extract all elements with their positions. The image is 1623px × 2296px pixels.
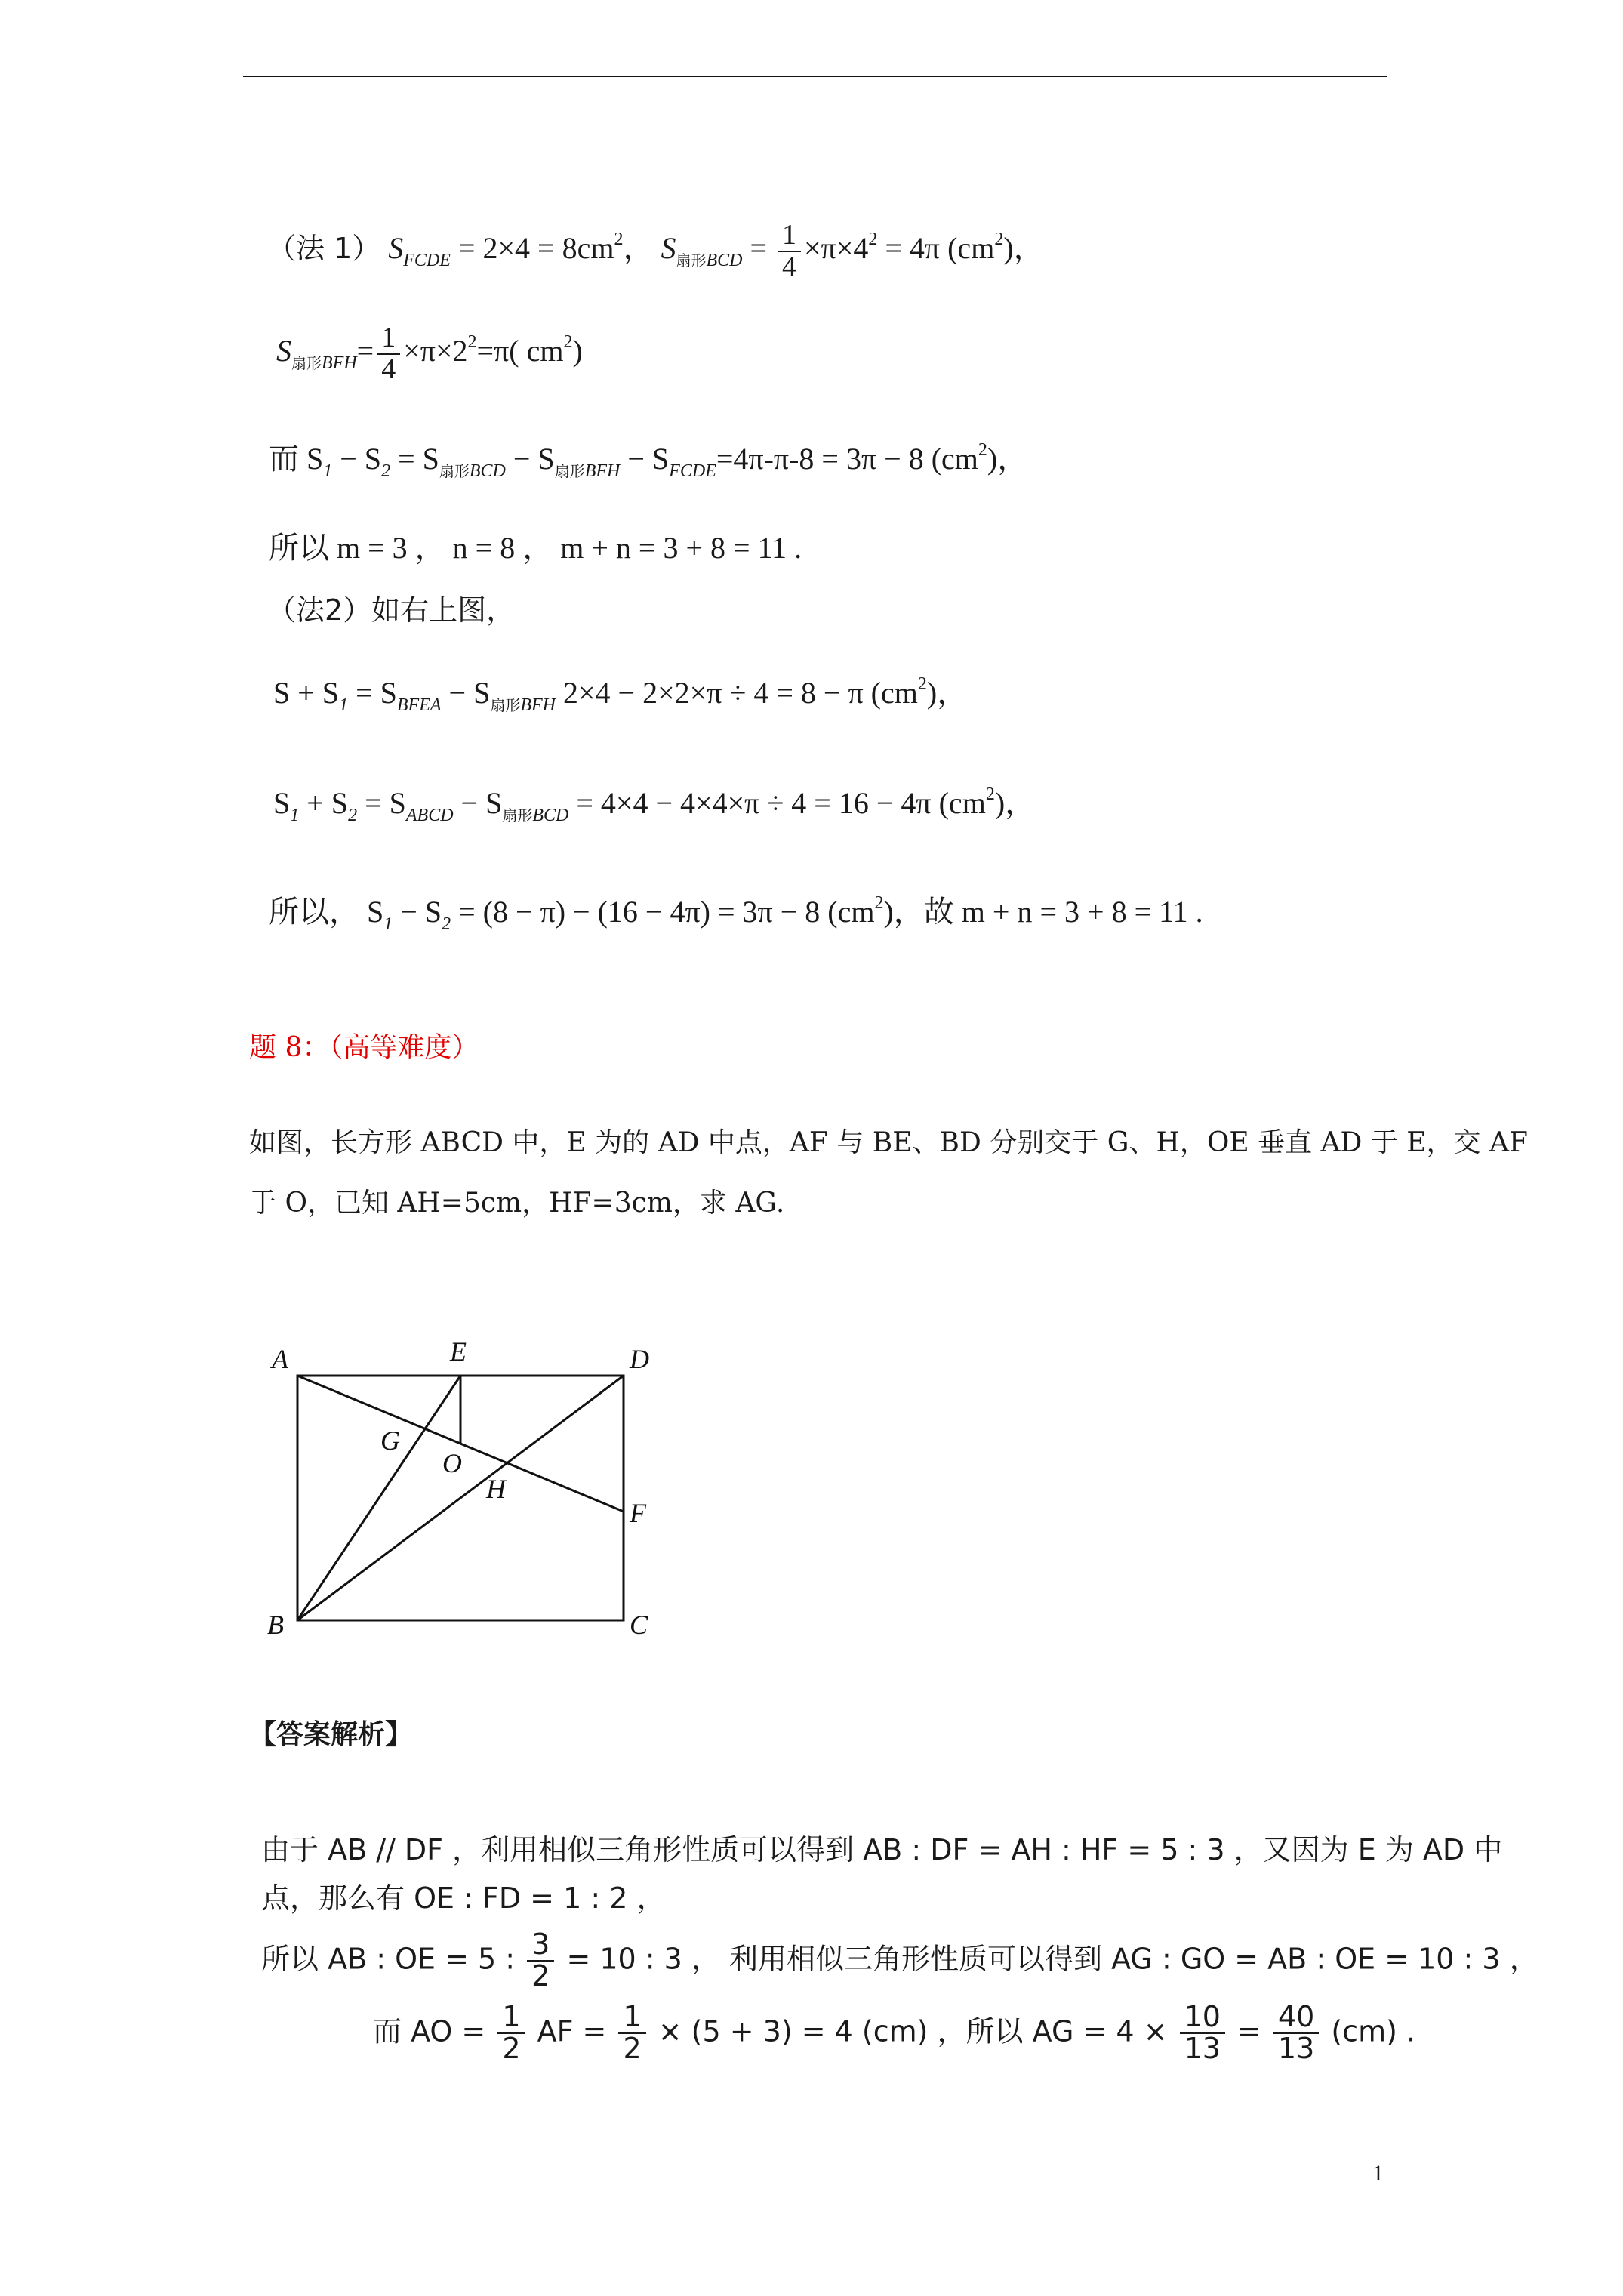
math-sup: 2 bbox=[978, 440, 987, 460]
math-sub: 1 bbox=[323, 461, 333, 481]
math-sub: BFH bbox=[584, 461, 621, 481]
page-number: 1 bbox=[1372, 2161, 1384, 2186]
frac-num: 40 bbox=[1273, 2002, 1319, 2034]
math-sup: 2 bbox=[917, 674, 927, 694]
method2-line3 bbox=[269, 892, 1203, 935]
math-sub: BFH bbox=[322, 353, 357, 374]
method2-line2 bbox=[273, 784, 1035, 827]
math-text: − S bbox=[393, 895, 442, 929]
label-a: A bbox=[272, 1344, 288, 1374]
frac-den: 2 bbox=[502, 2031, 521, 2065]
method1-line1 bbox=[267, 220, 1044, 282]
header-rule bbox=[243, 76, 1387, 77]
method1-line3 bbox=[269, 439, 1027, 482]
math-sup: 2 bbox=[467, 332, 477, 353]
frac-num: 1 bbox=[778, 220, 801, 252]
math-text: × (5 + 3) = 4 (cm) ，所以 AG = 4 × bbox=[648, 2014, 1177, 2048]
math-text: =π( cm bbox=[476, 334, 564, 368]
math-text: = 10 : 3 ， 利用相似三角形性质可以得到 AG : GO = AB : OE = 10 : 3 ， bbox=[557, 1942, 1538, 1976]
math-text: (cm) . bbox=[1322, 2014, 1416, 2048]
label-d: D bbox=[630, 1344, 649, 1374]
answer-line3 bbox=[261, 1930, 1538, 1992]
frac-den: 2 bbox=[623, 2031, 642, 2065]
math-text: AF = bbox=[528, 2014, 616, 2048]
math-symbol: S bbox=[388, 231, 404, 266]
math-text: = S bbox=[348, 676, 397, 710]
math-text: = 4×4 − 4×4×π ÷ 4 = 16 − 4π (cm bbox=[568, 786, 986, 820]
math-sup: 2 bbox=[868, 230, 878, 250]
math-text: 而 AO = bbox=[373, 2014, 495, 2048]
math-sub: 1 bbox=[339, 695, 349, 715]
math-sub: 2 bbox=[348, 806, 358, 825]
fraction bbox=[497, 2002, 525, 2064]
math-text: 所以 AB : OE = 5 : bbox=[261, 1942, 525, 1976]
math-sub: BCD bbox=[532, 806, 569, 825]
problem-title: 题 8：（高等难度） bbox=[249, 1032, 479, 1063]
math-text: = (8 − π) − (16 − 4π) = 3π − 8 (cm bbox=[451, 895, 875, 929]
math-sub: 1 bbox=[383, 914, 393, 934]
frac-num: 1 bbox=[377, 323, 400, 355]
math-sub: 扇形 bbox=[439, 464, 470, 480]
math-sub: BFH bbox=[520, 695, 556, 715]
fraction bbox=[377, 323, 400, 385]
math-text: = 2×4 = 8cm bbox=[450, 231, 614, 266]
math-sup: 2 bbox=[994, 230, 1004, 250]
method2-label: （法2）如右上图， bbox=[267, 593, 516, 627]
math-text: ×π×2 bbox=[403, 334, 468, 368]
math-sup: 2 bbox=[874, 893, 884, 913]
geometry-figure bbox=[257, 1329, 664, 1646]
math-sub: 扇形 bbox=[554, 464, 585, 480]
math-text: 而 S bbox=[269, 442, 324, 476]
answer-line1: 由于 AB // DF ，利用相似三角形性质可以得到 AB : DF = AH : HF = 5 : 3 ，又因为 E 为 AD 中 bbox=[261, 1833, 1503, 1866]
math-text: 2×4 − 2×2×π ÷ 4 = 8 − π (cm bbox=[555, 676, 918, 710]
math-symbol: S bbox=[276, 334, 291, 368]
answer-line4 bbox=[373, 2002, 1415, 2064]
frac-num: 10 bbox=[1180, 2002, 1225, 2034]
frac-num: 1 bbox=[618, 2002, 645, 2034]
math-text: − S bbox=[505, 442, 555, 476]
problem-text-line1: 如图，长方形 ABCD 中，E 为的 AD 中点，AF 与 BE、BD 分别交于 G、H，OE 垂直 AD 于 E，交 AF bbox=[249, 1127, 1528, 1158]
fraction bbox=[1180, 2002, 1225, 2064]
math-symbol: S bbox=[661, 231, 676, 266]
math-sub: 扇形 bbox=[676, 253, 707, 270]
label-e: E bbox=[450, 1336, 467, 1367]
frac-num: 3 bbox=[527, 1930, 554, 1962]
math-sub: BCD bbox=[469, 461, 506, 481]
math-text: = S bbox=[357, 786, 406, 820]
math-text: )， bbox=[994, 786, 1036, 820]
fraction bbox=[618, 2002, 645, 2064]
math-sub: ABCD bbox=[405, 806, 454, 825]
answer-line2: 点，那么有 OE : FD = 1 : 2 ， bbox=[261, 1881, 666, 1915]
math-text: = 4π (cm bbox=[877, 231, 995, 266]
math-text: − S bbox=[453, 786, 503, 820]
label-f: F bbox=[630, 1498, 646, 1528]
math-text: )， bbox=[926, 676, 968, 710]
math-text: + S bbox=[299, 786, 349, 820]
fraction bbox=[778, 220, 801, 282]
math-sub: 2 bbox=[442, 914, 451, 934]
math-sub: FCDE bbox=[669, 461, 716, 481]
math-sub: 2 bbox=[381, 461, 391, 481]
method1-conclusion: 所以 m = 3 ， n = 8 ， m + n = 3 + 8 = 11 . bbox=[269, 531, 802, 565]
math-text: S + S bbox=[273, 676, 340, 710]
math-text: ×π×4 bbox=[804, 231, 869, 266]
math-sub: 扇形 bbox=[490, 698, 521, 714]
frac-den: 13 bbox=[1184, 2031, 1221, 2065]
frac-den: 13 bbox=[1277, 2031, 1315, 2065]
math-text: 所以， S bbox=[269, 895, 384, 929]
math-text: ) bbox=[572, 334, 583, 368]
label-b: B bbox=[267, 1610, 284, 1640]
math-sup: 2 bbox=[985, 784, 995, 804]
problem-text-line2: 于 O，已知 AH=5cm，HF=3cm，求 AG. bbox=[249, 1188, 785, 1219]
math-text: = bbox=[356, 334, 374, 368]
math-text: − S bbox=[441, 676, 491, 710]
math-text: = S bbox=[390, 442, 439, 476]
method1-line2 bbox=[276, 323, 583, 385]
math-sub: FCDE bbox=[403, 251, 451, 271]
math-sub: 1 bbox=[290, 806, 300, 825]
segment-be bbox=[297, 1376, 460, 1620]
answer-heading: 【答案解析】 bbox=[249, 1719, 413, 1750]
frac-num: 1 bbox=[497, 2002, 525, 2034]
fraction bbox=[527, 1930, 554, 1992]
math-text: = bbox=[742, 231, 775, 266]
label-g: G bbox=[380, 1425, 400, 1456]
math-text: = bbox=[1227, 2014, 1270, 2048]
label-c: C bbox=[630, 1610, 648, 1640]
method2-line1 bbox=[273, 673, 967, 717]
math-text: )，故 m + n = 3 + 8 = 11 . bbox=[883, 895, 1203, 929]
math-sub: BFEA bbox=[396, 695, 442, 715]
math-sub: 扇形 bbox=[291, 356, 322, 373]
math-sub: 扇形 bbox=[502, 808, 533, 824]
math-sup: 2 bbox=[563, 332, 573, 353]
math-text: ， bbox=[623, 231, 654, 266]
fraction bbox=[1273, 2002, 1319, 2064]
math-text: =4π-π-8 = 3π − 8 (cm bbox=[716, 442, 978, 476]
label-h: H bbox=[486, 1474, 506, 1504]
math-text: − S bbox=[620, 442, 670, 476]
frac-den: 4 bbox=[782, 250, 797, 282]
math-text: )， bbox=[987, 442, 1028, 476]
math-text: )， bbox=[1003, 231, 1044, 266]
method1-label: （法 1） bbox=[267, 232, 381, 266]
math-text: − S bbox=[332, 442, 382, 476]
math-sup: 2 bbox=[614, 230, 624, 250]
math-sub: BCD bbox=[706, 251, 743, 271]
frac-den: 4 bbox=[381, 353, 396, 385]
frac-den: 2 bbox=[531, 1959, 550, 1992]
label-o: O bbox=[442, 1448, 462, 1478]
math-text: S bbox=[273, 786, 291, 820]
